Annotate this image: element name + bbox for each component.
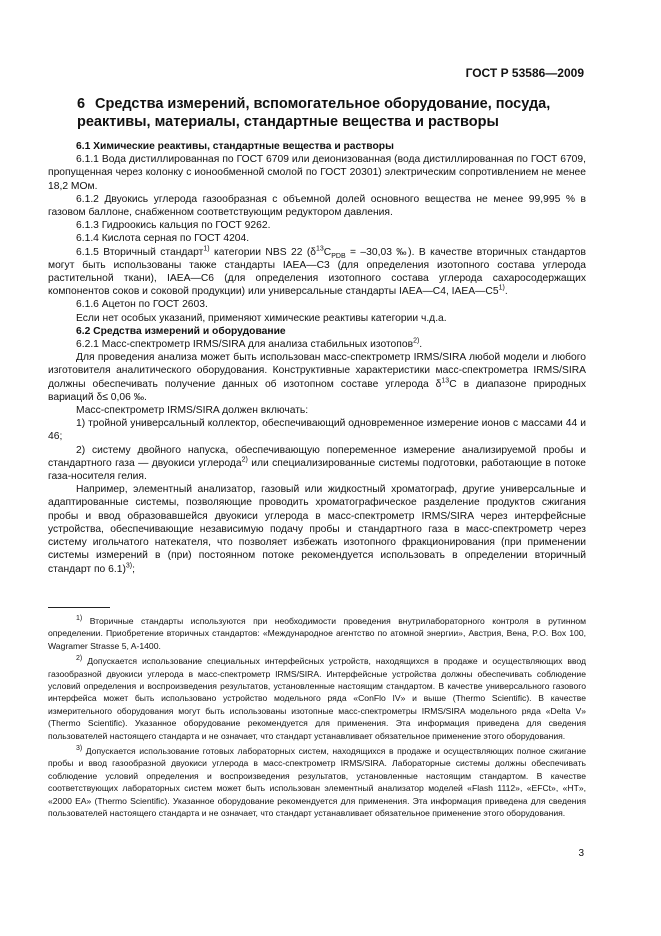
paragraph-ms-includes: Масс-спектрометр IRMS/SIRA должен включать: xyxy=(76,405,309,417)
text-fragment: 6.2.1 Масс-спектрометр IRMS/SIRA для анализа стабильных изотопов xyxy=(76,339,414,351)
paragraph-6-1-1: 6.1.1 Вода дистиллированная по ГОСТ 6709 или деионизованная (вода дистиллированная по ГОСТ 6709, пропущенная через колонку с ионообменной смолой по ГОСТ 20301) электрическим сопротивлением не менее 18,2 МОм. xyxy=(48,154,586,192)
list-item-1: 1) тройной универсальный коллектор, обеспечивающий одновременное измерение ионов с массами 44 и 46; xyxy=(48,418,586,443)
text-fragment: Например, элементный анализатор, газовый или жидкостный хроматограф, другие универсальные и адаптированные системы, позволяющие проводить хроматографическое разделение продуктов сжигания пробы и ввод образовавшейся двуокиси углерода в масс-спектрометр IRMS/SIRA через интерфейсные устройства, обеспечивающие независимую подачу пробы и стандартного газа в масс-спектрометр через систему игольчатого натекателя, что позволяет избежать изотопного фракционирования (при применении системы измерений в (при) постоянном потоке рекомендуется использовать в определении вторичный стандарт по 6.1) xyxy=(48,484,586,575)
superscript: 13 xyxy=(441,377,450,385)
footnote-marker: 2) xyxy=(76,655,83,663)
footnote-1 xyxy=(48,615,586,652)
standard-designation: ГОСТ Р 53586—2009 xyxy=(465,66,584,80)
paragraph-6-1-6: 6.1.6 Ацетон по ГОСТ 2603. xyxy=(76,299,208,311)
footnote-marker: 3) xyxy=(76,745,83,753)
paragraph-6-1-2: 6.1.2 Двуокись углерода газообразная с объемной долей основного вещества не менее 99,995 % в газовом баллоне, снабженном соответствующим редуктором давления. xyxy=(48,193,586,219)
footnote-ref-1b: 1) xyxy=(498,284,505,292)
document-body xyxy=(48,140,586,576)
section-title-text: Средства измерений, вспомогательное оборудование, посуда, реактивы, материалы, стандартные вещества и растворы xyxy=(77,96,551,130)
text-fragment: 6.1.5 Вторичный стандарт xyxy=(76,246,204,258)
footnote-ref-2: 2) xyxy=(413,337,420,345)
page-number: 3 xyxy=(578,848,584,859)
footnote-ref-1: 1) xyxy=(203,245,210,253)
paragraph-reagents-note: Если нет особых указаний, применяют химические реактивы категории ч.д.а. xyxy=(76,312,447,324)
paragraph-6-1-4: 6.1.4 Кислота серная по ГОСТ 4204. xyxy=(76,233,250,245)
list-item-2 xyxy=(48,444,586,484)
section-title xyxy=(77,95,577,131)
footnote-2 xyxy=(48,655,586,742)
footnote-marker: 1) xyxy=(76,615,83,623)
footnotes xyxy=(48,615,586,823)
subsection-heading-6-2: 6.2 Средства измерений и оборудование xyxy=(76,325,286,337)
footnote-ref-3: 3) xyxy=(125,562,133,570)
footnote-divider xyxy=(48,607,110,608)
footnote-text: Допускается использование специальных интерфейсных устройств, находящихся в продаже и осуществляющих ввод газообразной двуокиси углерода в масс-спектрометр IRMS/SIRA. Интерфейсные устройства должны обеспечивать соблюдение условий определения и воспроизведения результатов, установленные настоящим стандартом. В качестве универсального газового интерфейса может быть использовано устройство модельного ряда «ConFlo IV» и выше (Thermo Scientific). В качестве измерительного оборудования могут быть использованы изотопные масс-спектрометры IRMS/SIRA модельного ряда «Delta V» (Thermo Scientific). Указанное оборудование рекомендуется для применения. Эта информация приведена для сведения пользователей настоящего стандарта и не означает, что стандарт устанавливает обязательное применение этого оборудования. xyxy=(48,656,586,741)
text-fragment: Для проведения анализа может быть использован масс-спектрометр IRMS/SIRA любой модели и любого изготовителя аналитического оборудования. Конструктивные характеристики масс-спектрометра IRMS/SIRA должны обеспечивать получение данных об изотопном составе углерода δ xyxy=(48,352,586,390)
footnote-text: Вторичные стандарты используются при необходимости проведения внутрилабораторного контроля в рутинном определении. Приобретение вторичных стандартов: «Международное агентство по атомной энергии», Австрия, Вена, P.O. Box 100, Wagramer Strasse 5, A-1400. xyxy=(48,616,587,651)
footnote-ref-2b: 2) xyxy=(241,456,248,464)
subscript: PDB xyxy=(331,252,346,260)
paragraph-example: Например, элементный анализатор, газовый или жидкостный хроматограф, другие универсальные и адаптированные системы, позволяющие проводить хроматографическое разделение продуктов сжигания пробы и ввод образовавшейся двуокиси углерода в масс-спектрометр IRMS/SIRA через интерфейсные устройства, обеспечивающие независимую подачу пробы и стандартного газа в масс-спектрометр через систему игольчатого натекателя, что позволяет избежать изотопного фракционирования (при применении системы измерений в (при) постоянном потоке рекомендуется использовать в определении вторичный стандарт по 6.1)$^{3)}$; xyxy=(48,484,586,575)
paragraph-6-1-3: 6.1.3 Гидроокись кальция по ГОСТ 9262. xyxy=(76,220,271,232)
text-fragment: или специализированные системы подготовки, работающие в потоке газа-носителя гелия. xyxy=(48,457,586,483)
text-fragment: C в диапазоне природных вариаций δ≤ 0,06 ‰. xyxy=(48,378,586,403)
footnote-3 xyxy=(48,745,586,819)
paragraph-6-2-1: 6.2.1 Масс-спектрометр IRMS/SIRA для анализа стабильных изотопов$^{2)}$. xyxy=(76,337,423,351)
footnote-text: Допускается использование готовых лабораторных систем, находящихся в продаже и осуществляющих полное сжигание пробы и ввод газообразной двуокиси углерода в масс-спектрометр IRMS/SIRA. Лабораторные системы должны обеспечивать соблюдение условий определения и воспроизведения результатов, установленные настоящим стандартом. В качестве соответствующих лабораторных систем может быть использован элементный анализатор моделей «Flash 1112», «EFCt», «HT», «2000 EA» (Thermo Scientific). Указанное оборудование рекомендуется для применения. Эта информация приведена для сведения пользователей настоящего стандарта и не означает, что стандарт устанавливает обязательное применение этого оборудования. xyxy=(48,746,587,819)
text-fragment: категории NBS 22 (δ xyxy=(209,246,316,258)
text-fragment: = –30,03 ‰). В качестве вторичных стандартов могут быть использованы также стандарты IAEA—C3 (для определения изотопного состава углерода растительной ткани), IAEA—C6 (для определения изотопного состава углерода сахаросодержащих компонентов соков и соковой продукции) или универсальные стандарты IAEA—C4, IAEA—C5 xyxy=(48,246,586,298)
paragraph-6-1-5: 6.1.5 Вторичный стандарт$^{1)}$ категории NBS 22 ($\delta^{13}C_{PDB} = -30,03$ ‰). В качестве вторичных стандартов могут быть использованы также стандарты IAEA—C3 (для определения изотопного состава углерода растительной ткани), IAEA—C6 (для определения изотопного состава углерода сахаросодержащих компонентов соков и соковой продукции) или универсальные стандарты IAEA—C4, IAEA—C5$^{1)}$. xyxy=(48,245,586,298)
text-fragment: C xyxy=(323,246,332,258)
section-number: 6 xyxy=(77,96,86,112)
superscript: 13 xyxy=(315,245,324,253)
text-fragment: 2) систему двойного напуска, обеспечивающую попеременное измерение анализируемой пробы и стандартного газа — двуокиси углерода xyxy=(48,444,586,469)
subsection-heading-6-1: 6.1 Химические реактивы, стандартные вещества и растворы xyxy=(76,141,394,152)
paragraph-ms-description xyxy=(48,351,586,404)
